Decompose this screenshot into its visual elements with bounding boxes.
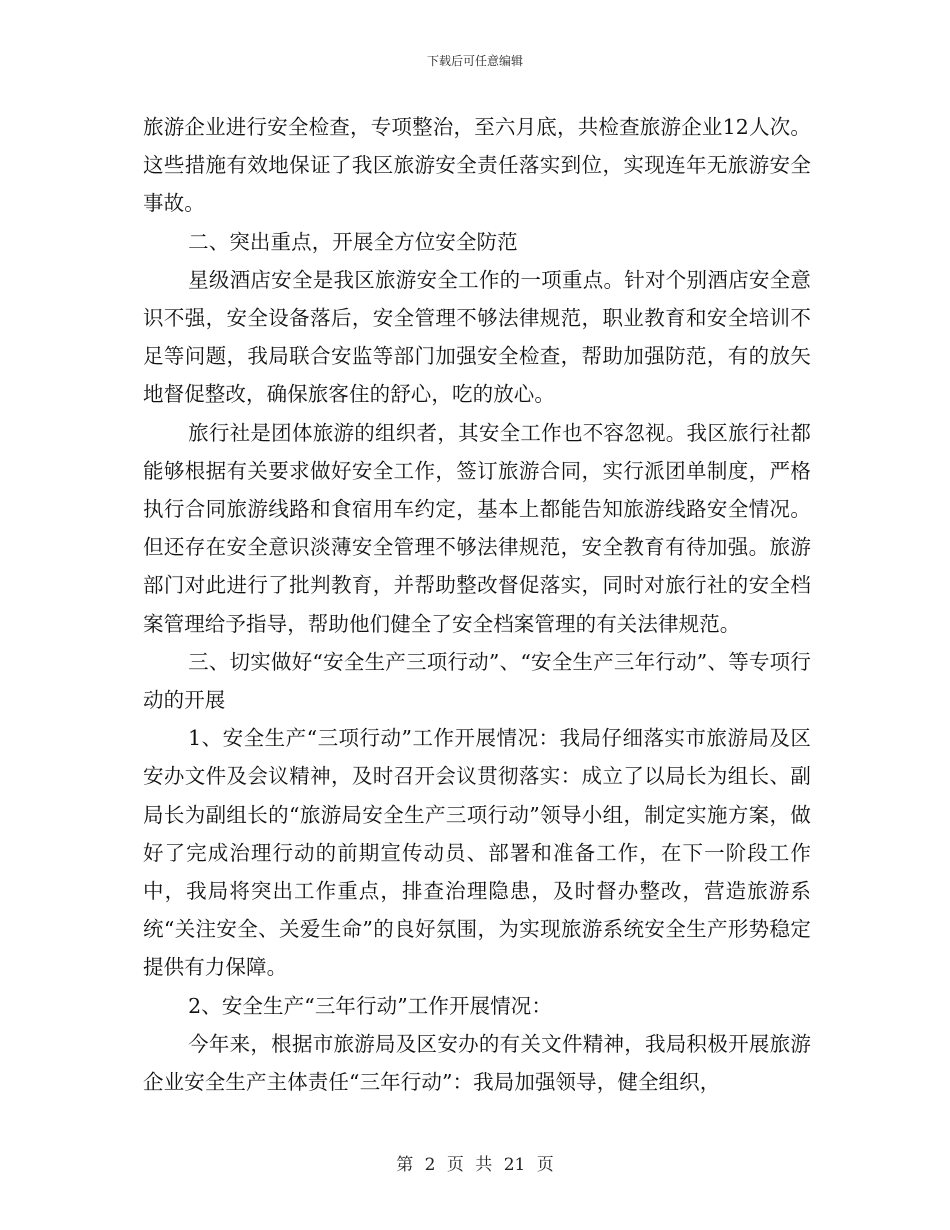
- page-number: 第 2 页 共 21 页: [396, 1155, 554, 1175]
- section-heading-3: 三、切实做好“安全生产三项行动”、“安全生产三年行动”、等专项行动的开展: [143, 649, 811, 713]
- paragraph-hotel-safety: 星级酒店安全是我区旅游安全工作的一项重点。针对个别酒店安全意识不强，安全设备落后，安全管理不够法律规范，职业教育和安全培训不足等问题，我局联合安监等部门加强安全检查，帮助加强防范，有的放矢地督促整改，确保旅客住的舒心，吃的放心。: [143, 267, 811, 407]
- page-header: 下载后可任意编辑: [426, 54, 523, 68]
- paragraph-this-year: 今年来，根据市旅游局及区安办的有关文件精神，我局积极开展旅游企业安全生产主体责任“三年行动”：我局加强领导，健全组织，: [143, 1031, 811, 1095]
- paragraph-three-actions: 1、安全生产“三项行动”工作开展情况：我局仔细落实市旅游局及区安办文件及会议精神，及时召开会议贯彻落实：成立了以局长为组长、副局长为副组长的“旅游局安全生产三项行动”领导小组，制定实施方案，做好了完成治理行动的前期宣传动员、部署和准备工作，在下一阶段工作中，我局将突出工作重点，排查治理隐患，及时督办整改，营造旅游系统“关注安全、关爱生命”的良好氛围，为实现旅游系统安全生产形势稳定提供有力保障。: [143, 726, 811, 980]
- paragraph-travel-agency: 旅行社是团体旅游的组织者，其安全工作也不容忽视。我区旅行社都能够根据有关要求做好安全工作，签订旅游合同，实行派团单制度，严格执行合同旅游线路和食宿用车约定，基本上都能告知旅游线路安全情况。但还存在安全意识淡薄安全管理不够法律规范，安全教育有待加强。旅游部门对此进行了批判教育，并帮助整改督促落实，同时对旅行社的安全档案管理给予指导，帮助他们健全了安全档案管理的有关法律规范。: [143, 420, 811, 636]
- paragraph-1: 旅游企业进行安全检查，专项整治，至六月底，共检查旅游企业12人次。这些措施有效地保证了我区旅游安全责任落实到位，实现连年无旅游安全事故。: [143, 115, 811, 216]
- subheading-three-year-action: 2、安全生产“三年行动”工作开展情况：: [188, 993, 552, 1018]
- document-body: [143, 108, 811, 1101]
- section-heading-2: 二、突出重点，开展全方位安全防范: [188, 229, 518, 254]
